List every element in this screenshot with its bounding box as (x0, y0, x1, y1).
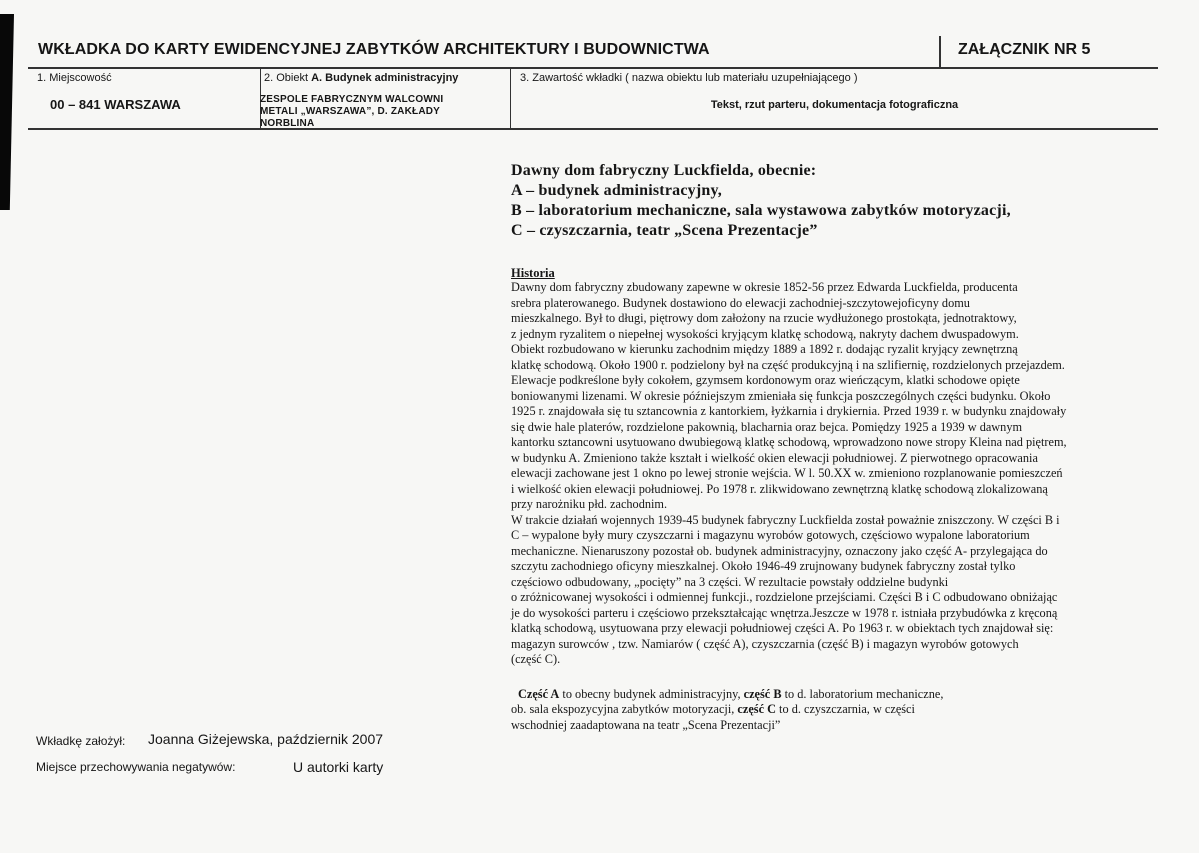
history-line: boniowanymi lizenami. W okresie późniejszym zmieniała się funkcja poszczególnych części budynku. Około (511, 388, 1051, 403)
place-label: 1. Miejscowość (37, 72, 112, 84)
storage-row (36, 759, 384, 775)
summary-text: ob. sala ekspozycyjna zabytków motoryzacji, (511, 702, 738, 716)
author-row (36, 731, 384, 748)
history-line: Obiekt rozbudowano w kierunku zachodnim między 1889 a 1892 r. dodając ryzalit kryjący zewnętrzną (511, 342, 1018, 356)
storage-value: U autorki karty (293, 759, 384, 775)
history-line: 1925 r. znajdowała się tu sztancownia z kantorkiem, łyżkarnia i drykiernia. Przed 1939 r. w budynku znajdowały (511, 404, 1067, 418)
history-line: elewacji zachowane jest 1 okno po lewej stronie wejścia. W l. 50.XX w. zmieniono rozplanowanie pomieszczeń (511, 466, 1063, 480)
heading-line: B – laboratorium mechaniczne, sala wystawowa zabytków motoryzacji, (511, 202, 1011, 219)
history-line: przy narożniku płd. zachodnim. (511, 497, 668, 511)
object-line: NORBLINA (260, 118, 315, 128)
main-content (511, 161, 1161, 733)
history-line: W trakcie działań wojennych 1939-45 budynek fabryczny Luckfielda został poważnie zniszczony. W części B i (511, 512, 1060, 527)
place-cell (28, 68, 261, 128)
history-line: je do wysokości parteru i częściowo przekształcając wnętrza.Jeszcze w 1978 r. istniała przybudówka z kręconą (511, 605, 1058, 620)
history-line: się dwie hale platerów, rozdzielone pakownią, blacharnia oraz bejca. Pomiędzy 1925 a 1939 w dawnym (511, 419, 1023, 434)
document-title: WKŁADKA DO KARTY EWIDENCYJNEJ ZABYTKÓW ARCHITEKTURY I BUDOWNICTWA (38, 41, 710, 58)
object-value (260, 94, 510, 128)
contents-cell (511, 68, 1158, 128)
info-table (28, 68, 1158, 130)
history-line: klatką schodową, usytuowana przy elewacji południowej części A. Po 1963 r. w obiektach tych znajdował się: (511, 621, 1054, 635)
summary-text: to d. czyszczarnia, w części (775, 702, 915, 716)
place-value: 00 – 841 WARSZAWA (50, 97, 181, 112)
history-line: kantorku sztancowni usytuowano dwubiegową klatkę schodową, wprowadzono nowe stropy Kleina nad piętrem, (511, 435, 1067, 449)
part-c-label: część C (737, 702, 776, 716)
history-section-title: Historia (511, 266, 555, 280)
history-line: z jednym ryzalitem o niepełnej wysokości kryjącym klatkę schodową, nakryty dachem dwuspadowym. (511, 326, 1019, 341)
history-line: szczytu zachodniego oficyny mieszkalnej. Około 1946-49 zrujnowany budynek fabryczny został tylko (511, 559, 1016, 573)
history-line: magazyn surowców , tzw. Namiarów ( część A), czyszczarnia (część B) i magazyn wyrobów gotowych (511, 636, 1019, 651)
part-b-label: część B (743, 686, 782, 701)
history-line: (część C). (511, 652, 561, 666)
contents-label: 3. Zawartość wkładki ( nazwa obiektu lub materiału uzupełniającego ) (520, 72, 858, 84)
heading-line: A – budynek administracyjny, (511, 182, 722, 199)
contents-value: Tekst, rzut parteru, dokumentacja fotograficzna (710, 99, 959, 111)
summary-text: to obecny budynek administracyjny, (559, 686, 744, 701)
document-header (28, 36, 1158, 69)
author-value: Joanna Giżejewska, październik 2007 (148, 731, 384, 747)
header-divider (939, 36, 941, 67)
history-line: Elewacje podkreślone były cokołem, gzymsem kordonowym oraz wieńczącym, klatki schodowe opięte (511, 373, 1020, 387)
summary-text: to d. laboratorium mechaniczne, (781, 686, 944, 701)
history-line: srebra platerowanego. Budynek dostawiono do elewacji zachodniej-szczytowejoficyny domu (511, 295, 970, 310)
history-line: o zróżnicowanej wysokości i odmiennej funkcji., rozdzielone przejściami. Części B i C odbudowano obniżając (511, 590, 1058, 604)
heading-line: C – czyszczarnia, teatr „Scena Prezentacje” (511, 222, 818, 239)
summary-paragraph (511, 687, 1161, 734)
object-label-prefix: 2. Obiekt (264, 72, 309, 84)
heading-line: Dawny dom fabryczny Luckfielda, obecnie: (511, 162, 817, 179)
history-line: Dawny dom fabryczny zbudowany zapewne w okresie 1852-56 przez Edwarda Luckfielda, producenta (511, 280, 1018, 294)
object-line: METALI „WARSZAWA”, D. ZAKŁADY (260, 106, 441, 117)
attachment-number: ZAŁĄCZNIK NR 5 (958, 41, 1091, 58)
history-line: częściowo odbudowany, „pocięty” na 3 części. W rezultacie powstały oddzielne budynki (511, 574, 949, 589)
object-label (264, 72, 510, 84)
history-text (511, 280, 1161, 668)
summary-line: wschodniej zaadaptowana na teatr „Scena Prezentacji” (511, 717, 781, 732)
object-cell (260, 68, 511, 128)
summary-line (511, 702, 1161, 718)
history-line: i wielkość okien elewacji południowej. Po 1978 r. zlikwidowano zewnętrzną klatkę schodową zlokalizowaną (511, 481, 1048, 496)
summary-line (511, 687, 1161, 703)
object-line: ZESPOLE FABRYCZNYM WALCOWNI (260, 94, 444, 105)
object-label-bold: A. Budynek administracyjny (311, 72, 459, 84)
history-line: C – wypalone były mury czyszczarni i magazynu wyrobów gotowych, częściowo wypalone laboratorium (511, 528, 1030, 542)
history-line: mieszkalnego. Był to długi, piętrowy dom założony na rzucie wydłużonego prostokąta, jednotraktowy, (511, 311, 1017, 325)
part-a-label: Część A (518, 686, 560, 701)
history-line: mechaniczne. Nienaruszony pozostał ob. budynek administracyjny, oznaczony jako część A- przylegająca do (511, 543, 1048, 558)
main-heading (511, 161, 1161, 241)
scan-binding-edge (0, 14, 14, 210)
author-label: Wkładkę założył: (36, 734, 126, 748)
storage-label: Miejsce przechowywania negatywów: (36, 760, 236, 774)
history-line: w budynku A. Zmieniono także kształt i wielkość okien elewacji południowej. Z pierwotnego opracowania (511, 450, 1038, 465)
history-line: klatkę schodową. Około 1900 r. podzielony był na część produkcyjną i na szlifiernię, rozdzielonych przejazdem. (511, 357, 1065, 372)
